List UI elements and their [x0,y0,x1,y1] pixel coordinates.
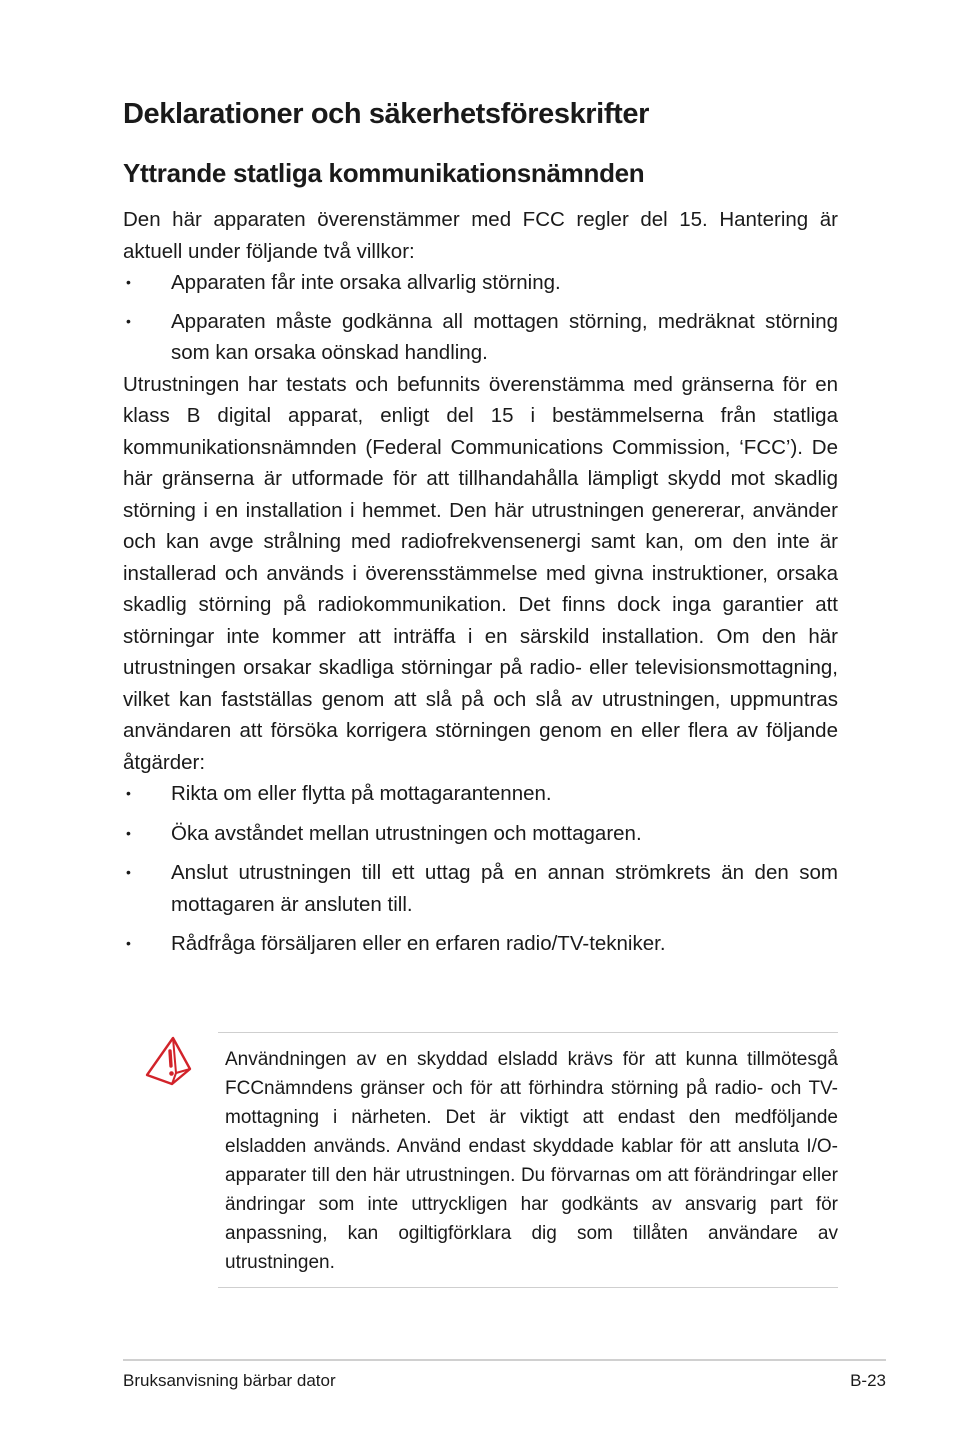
footer-manual-title: Bruksanvisning bärbar dator [123,1371,336,1390]
section-title: Yttrande statliga kommunikationsnämnden [123,158,645,188]
body-paragraph: Utrustningen har testats och befunnits överenstämma med gränserna för en klass B digital apparat, enligt del 15 i bestämmelserna från statliga kommunikationsnämnden (Federal Communications Commission, ‘FCC’). De här gränserna är utformade för att tillhandahålla lämpligt skydd mot skadlig störning i en installation i hemmet. Den här utrustningen genererar, använder och kan avge strålning med radiofrekvensenergi samt kan, om den inte är installerad och används i överensstämmelse med givna instruktioner, orsaka skadlig störning på radiokommunikation. Det finns dock inga garantier att störningar inte kommer att inträffa i en särskild installation. Om den här utrustningen orsakar skadliga störningar på radio- eller televisionsmottagning, vilket kan fastställas genom att slå på och slå av utrustningen, uppmuntras användaren att försöka korrigera störningen genom en eller flera av följande åtgärder: [123,372,838,774]
list-item: • Apparaten måste godkänna all mottagen störning, medräknat störning som kan orsaka oönskad handling. [123,306,838,369]
intro-paragraph: Den här apparaten överenstämmer med FCC regler del 15. Hantering är aktuell under följande två villkor: [123,208,838,263]
list-item: • Anslut utrustningen till ett uttag på en annan strömkrets än den som mottagaren är ansluten till. [123,857,838,920]
warning-triangle-icon [142,1033,194,1089]
footer-page-number: B-23 [850,1371,886,1390]
list-item: • Apparaten får inte orsaka allvarlig störning. [123,267,838,299]
conditions-list [123,267,838,369]
warning-text: Användningen av en skyddad elsladd krävs för att kunna tillmötesgå FCCnämndens gränser och för att förhindra störning på radio- och TV-mottagning i närheten. Det är viktigt att endast den medföljande elsladden används. Använd endast skyddade kablar för att ansluta I/O-apparater till den här utrustningen. Du förvarnas om att förändringar eller ändringar som inte uttryckligen har godkänts av ansvarig part för anpassning, kan ogiltigförklara dig som tillåten användare av utrustningen. [225,1049,838,1273]
footer-divider [123,1359,886,1361]
list-item: • Rikta om eller flytta på mottagarantennen. [123,778,838,810]
list-item: • Öka avståndet mellan utrustningen och mottagaren. [123,818,838,850]
list-item: • Rådfråga försäljaren eller en erfaren radio/TV-tekniker. [123,928,838,960]
measures-list [123,778,838,960]
warning-note [218,1032,838,1288]
page-content [123,92,838,960]
page-title: Deklarationer och säkerhetsföreskrifter [123,98,649,130]
